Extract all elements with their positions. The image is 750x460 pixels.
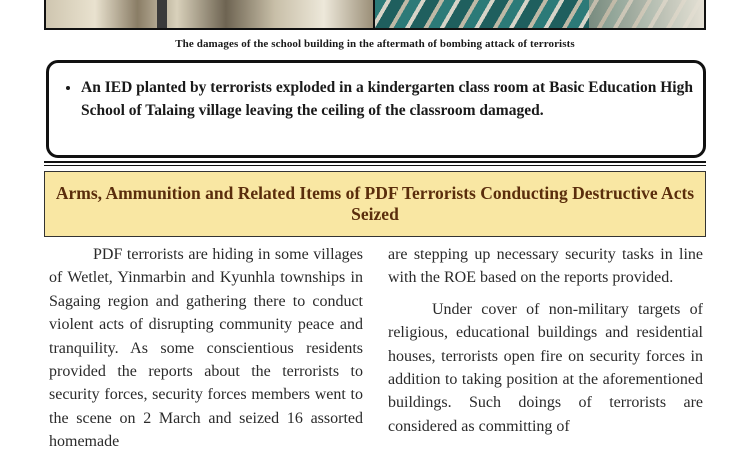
article-paragraph-continued: are stepping up necessary security tasks in line with the ROE based on the reports provided. xyxy=(388,246,703,287)
article-paragraph: PDF terrorists are hiding in some villages of Wetlet, Yinmarbin and Kyunhla townships in Sagaing region and gathering there to conduct violent acts of disrupting community peace and tranquility. As some conscientious residents provided the reports about the terrorists to security forces, security forces members went to the scene on 2 March and seized 16 assorted homemade xyxy=(49,246,363,451)
section-divider-thin xyxy=(44,165,706,166)
photo-caption: The damages of the school building in the aftermath of bombing attack of terrorists xyxy=(175,38,575,50)
article-paragraph: Under cover of non-military targets of religious, educational buildings and residential houses, terrorists open fire on security forces in addition to taking position at the aforementioned buildings. Such doings of terrorists are considered as committing of xyxy=(388,300,703,435)
article-heading: Arms, Ammunition and Related Items of PDF Terrorists Conducting Destructive Acts Seized xyxy=(55,183,695,224)
photo-panel-right xyxy=(375,0,704,28)
note-list xyxy=(61,76,693,122)
note-bullet: • An IED planted by terrorists exploded in a kindergarten class room at Basic Education High School of Talaing village leaving the ceiling of the classroom damaged. xyxy=(81,76,693,122)
school-damage-photo xyxy=(44,0,706,30)
section-divider-thick xyxy=(44,161,706,163)
article-heading-box xyxy=(44,171,706,237)
article-column-left xyxy=(49,243,363,454)
photo-panel-left xyxy=(46,0,375,28)
article-column-right xyxy=(388,243,703,438)
highlight-note-box xyxy=(46,60,706,158)
